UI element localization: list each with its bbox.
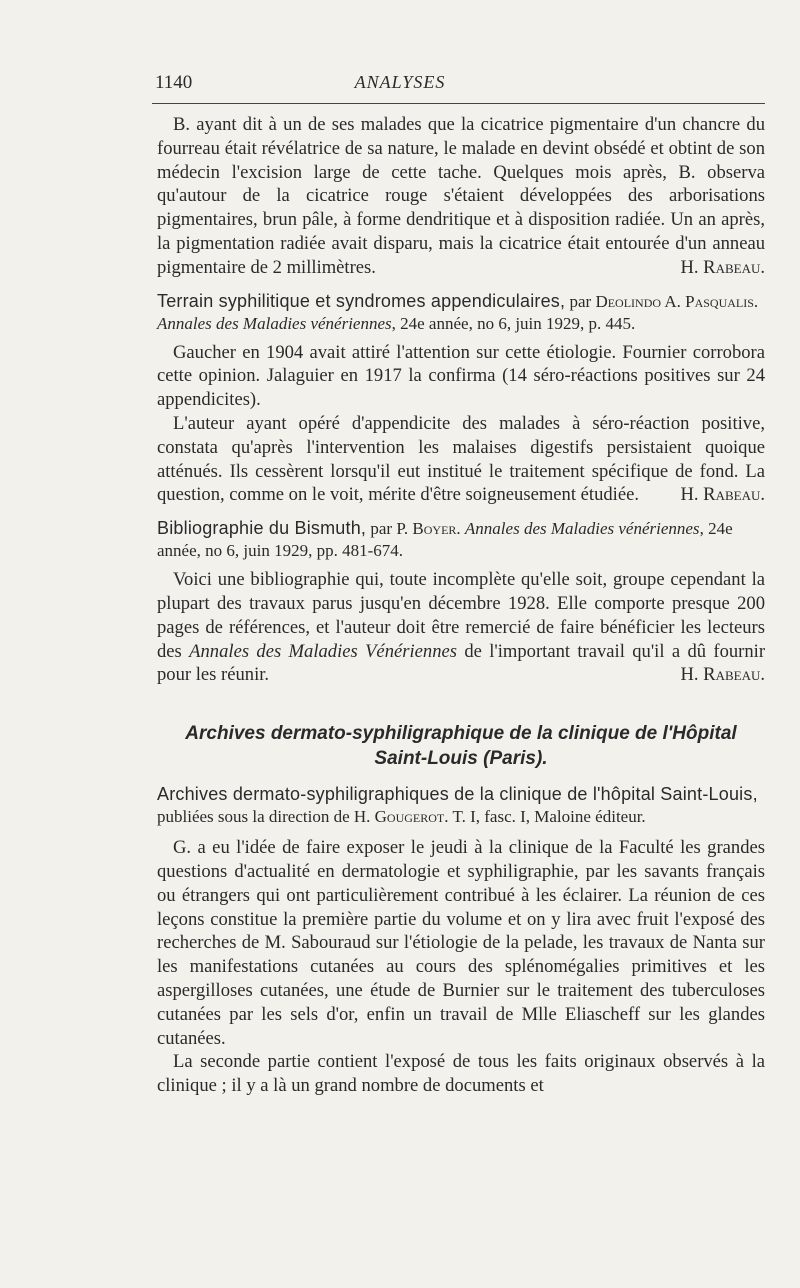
- section-heading: [157, 721, 765, 771]
- entry2-title: Bibliographie du Bismuth,: [157, 518, 367, 539]
- entry2-details: , 24e année, no 6, juin 1929, pp. 481-674.: [157, 519, 733, 561]
- entry1-sep: .: [753, 291, 759, 311]
- page-body: [157, 113, 765, 1098]
- entry2-paragraph-1-b: de l'important travail qu'il a dû fournir pour les réunir.: [157, 640, 766, 686]
- entry2-by: par P.: [370, 519, 409, 539]
- entry3-title: Archives dermato-syphiligraphiques de la clinique de l'hôpital Saint-Louis,: [157, 784, 758, 805]
- entry2-signature: H. Rabeau.: [680, 664, 765, 686]
- entry2-paragraph-1-a: Voici une bibliographie qui, toute incomplète qu'elle soit, groupe cependant la plupart des travaux parus jusqu'en décembre 1928. Elle comporte presque 200 pages de références, et l'auteur doit être remercié de faire bénéficier les lecteurs des: [157, 569, 765, 662]
- running-title: ANALYSES: [354, 72, 446, 92]
- entry1-signature: H. Rabeau.: [680, 484, 765, 506]
- entry3-paragraph-2: La seconde partie contient l'exposé de tous les faits originaux observés à la clinique ; il y a là un grand nombre de documents et: [157, 1051, 765, 1097]
- entry-syphilis-appendicite: [157, 290, 765, 335]
- entry1-journal: Annales des Maladies vénériennes: [157, 313, 392, 333]
- intro-text: B. ayant dit à un de ses malades que la cicatrice pigmentaire d'un chancre du fourreau était révélatrice de sa nature, le malade en devint obsédé et obtint de son médecin l'excision large de cette tache. Quelques mois après, B. observa qu'autour de la cicatrice rouge s'étaient développées des arborisations pigmentaires, brun pâle, à forme dendritique et à disposition radiée. Un an après, la pigmentation radiée avait disparu, mais la cicatrice était entourée d'un anneau pigmentaire de 2 millimètres.: [157, 114, 765, 278]
- entry2-paragraph-1: [157, 568, 765, 687]
- entry2-author: Boyer: [412, 519, 457, 539]
- section-heading-line-1: Archives dermato-syphiligraphique de la clinique de l'Hôpital: [185, 723, 737, 745]
- section-heading-line-2: Saint-Louis (Paris).: [374, 748, 548, 770]
- entry1-details: , 24e année, no 6, juin 1929, p. 445.: [391, 313, 636, 333]
- intro-signature: H. Rabeau.: [680, 256, 765, 278]
- entry2-sep: .: [456, 519, 461, 539]
- header-rule: [152, 103, 765, 104]
- entry3-details-b: . T. I, fasc. I, Maloine éditeur.: [444, 807, 646, 827]
- entry1-title: Terrain syphilitique et syndromes appendiculaires,: [157, 290, 566, 311]
- entry2-journal: Annales des Maladies vénériennes: [464, 519, 700, 539]
- entry1-author: Deolindo A. Pasqualis: [595, 291, 754, 311]
- page-number: 1140: [155, 72, 193, 93]
- entry-bibliographie-bismuth: [157, 517, 765, 562]
- entry-archives-saint-louis: [157, 783, 765, 828]
- entry2-paragraph-journal: Annales des Maladies Vénériennes: [189, 640, 457, 662]
- entry1-by: par: [569, 291, 592, 311]
- entry3-paragraph-1: G. a eu l'idée de faire exposer le jeudi à la clinique de la Faculté les grandes questions d'actualité en dermatologie et syphiligraphie, par les savants français ou étrangers qui ont particulièrement contribué à les éclairer. La réunion de ces leçons constitue la première partie du volume et on y lira avec fruit l'exposé des recherches de M. Sabouraud sur l'étiologie de la pelade, les travaux de Nanta sur les manifestations cutanées au cours des splénomégalies primitives et les aspergilloses cutanées, une étude de Burnier sur le traitement des tuberculoses cutanées par les sels d'or, enfin un travail de Mlle Eliascheff sur les glandes cutanées.: [157, 837, 765, 1049]
- entry3-author: Gougerot: [374, 807, 445, 827]
- entry3-details-a: publiées sous la direction de H.: [157, 807, 371, 827]
- intro-paragraph: [157, 113, 765, 280]
- entry1-paragraph-2: [157, 412, 765, 507]
- entry1-paragraph-2-text: L'auteur ayant opéré d'appendicite des malades à séro-réaction positive, constata qu'après l'intervention les malaises digestifs persistaient quoique atténués. Ils cessèrent lorsqu'il eut institué le traitement spécifique de fond. La question, comme on le voit, mérite d'être soigneusement étudiée.: [157, 412, 765, 506]
- entry1-paragraph-1: Gaucher en 1904 avait attiré l'attention sur cette étiologie. Fournier corrobora cette opinion. Jalaguier en 1917 la confirma (14 séro-réactions positives sur 24 appendicites).: [157, 341, 765, 411]
